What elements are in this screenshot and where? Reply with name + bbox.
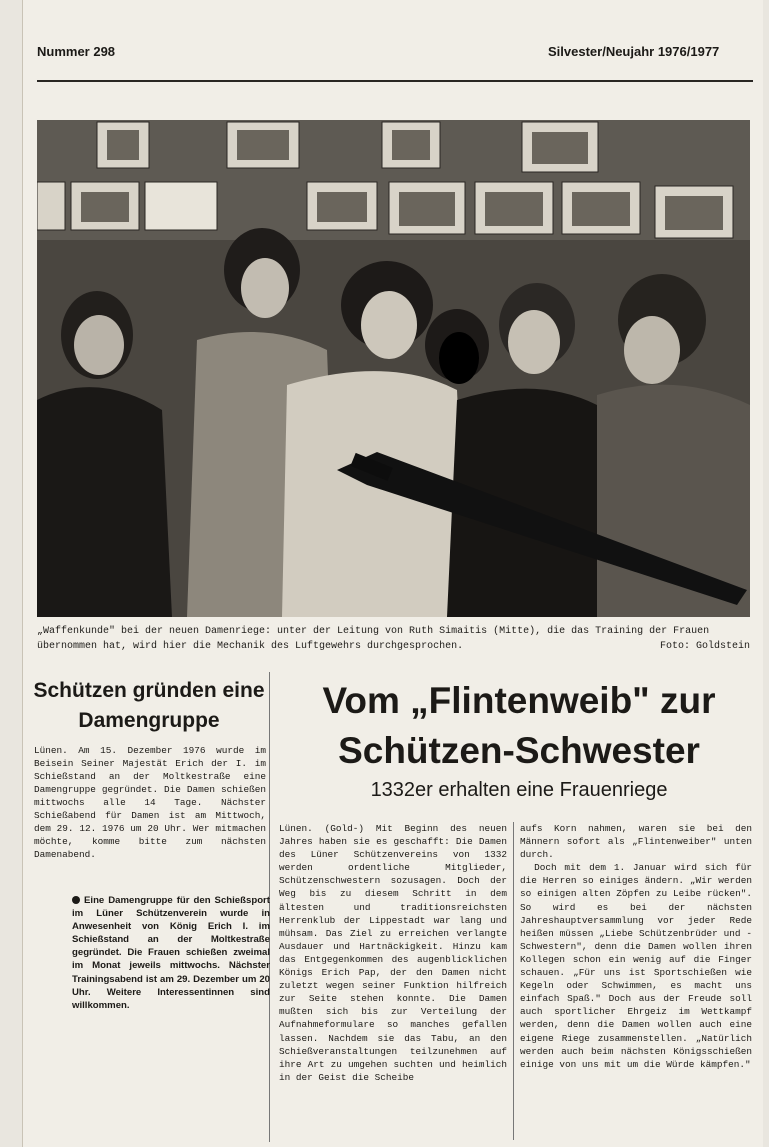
main-headline: Vom „Flintenweib" zur Schützen-Schwester [322, 680, 716, 771]
article-column-1: Lünen. (Gold-) Mit Beginn des neuen Jahres haben sie es geschafft: Die Damen des Lüner Schützenvereins von 1332 werden ordentliche Mitglieder, Schützenschwestern sozusagen. Doch der Weg bis zu diesem Schritt in dem ältesten und traditionsreichsten Herrenklub der Lippestadt war lang und mühsam. Das Ziel zu erreichen verlangte Ausdauer und Hartnäckigkeit. Hinzu kam das Entgegenkommen des augenblicklichen Königs Erich Pap, der den Damen nicht zuletzt wegen seiner Funktion hilfreich zur Seite stehen konnte. Die Damen mußten sich bis zur Verteilung der Aufnahmeformulare so manches gefallen lassen. Nachdem sie das Tabu, an den Schießveranstaltungen teilzunehmen auf ihre Art zu umgehen suchten und heimlich in der Geist die Scheibe [279, 823, 507, 1083]
side-paragraph-2-text: Eine Damengruppe für den Schießsport im Lüner Schützenverein wurde in Anwesenheit von König Erich I. im Schießstand an der Moltkestraße gegründet. Die Frauen schießen zweimal im Monat jeweils mittwochs. Nächster Trainingsabend ist am 29. Dezember um 20 Uhr. Weitere Interessentinnen sind willkommen. [72, 895, 270, 1011]
side-paragraph-1: Lünen. Am 15. Dezember 1976 wurde im Beisein Seiner Majestät Erich der I. im Schießstand an der Moltkestraße eine Damengruppe gegründet. Die Damen schießen mittwochs alle 14 Tage. Nächster Schießabend für Damen ist am Mittwoch, dem 29. 12. 1976 um 20 Uhr. Wer mitmachen möchte, komme bitte zum nächsten Damenabend. [34, 745, 266, 860]
photo-illustration [37, 120, 750, 617]
header-rule [37, 80, 753, 82]
article-column-2 [520, 822, 752, 1071]
photo-credit: Foto: Goldstein [659, 641, 750, 652]
newspaper-photo [37, 120, 750, 617]
article-column-2-p2: Doch mit dem 1. Januar wird sich für die Herren so einiges ändern. „Wir werden so einigen alten Zöpfen zu Leibe rücken". So wird es bei der nächsten Jahreshauptversammlung vor jeder Rede heißen müssen „Liebe Schützenbrüder und -Schwestern", denn die Damen wollen ihren Kollegen schon ein wenig auf die Finger schauen. „Für uns ist Sportschießen wie Kegeln oder Schwimmen, es macht uns einfach Spaß." Doch aus der Freude soll auch sportlicher Ehrgeiz im Wettkampf werden, denn die Damen wollen auch eine eigene Riege zusammenstellen. „Natürlich werden auch beim nächsten Königsschießen einige von uns mit um die Würde kämpfen." [520, 862, 752, 1070]
main-subheadline: 1332er erhalten eine Frauenriege [370, 779, 668, 801]
article-column-2-p1: aufs Korn nahmen, waren sie bei den Männern sofort als „Flintenweiber" unten durch. [520, 823, 752, 861]
issue-number: Nummer 298 [37, 44, 116, 59]
photo-caption [37, 624, 750, 654]
column-divider-2 [513, 822, 514, 1140]
caption-text: „Waffenkunde" bei der neuen Damenriege: unter der Leitung von Ruth Simaitis (Mitte), die das Training der Frauen übernommen hat, wird hier die Mechanik des Luftgewehrs durchgesprochen. [37, 626, 710, 652]
issue-date: Silvester/Neujahr 1976/1977 [548, 44, 720, 59]
side-paragraph-2 [72, 894, 270, 1012]
side-headline: Schützen gründen eine Damengruppe [33, 679, 265, 732]
bullet-icon [72, 896, 80, 904]
